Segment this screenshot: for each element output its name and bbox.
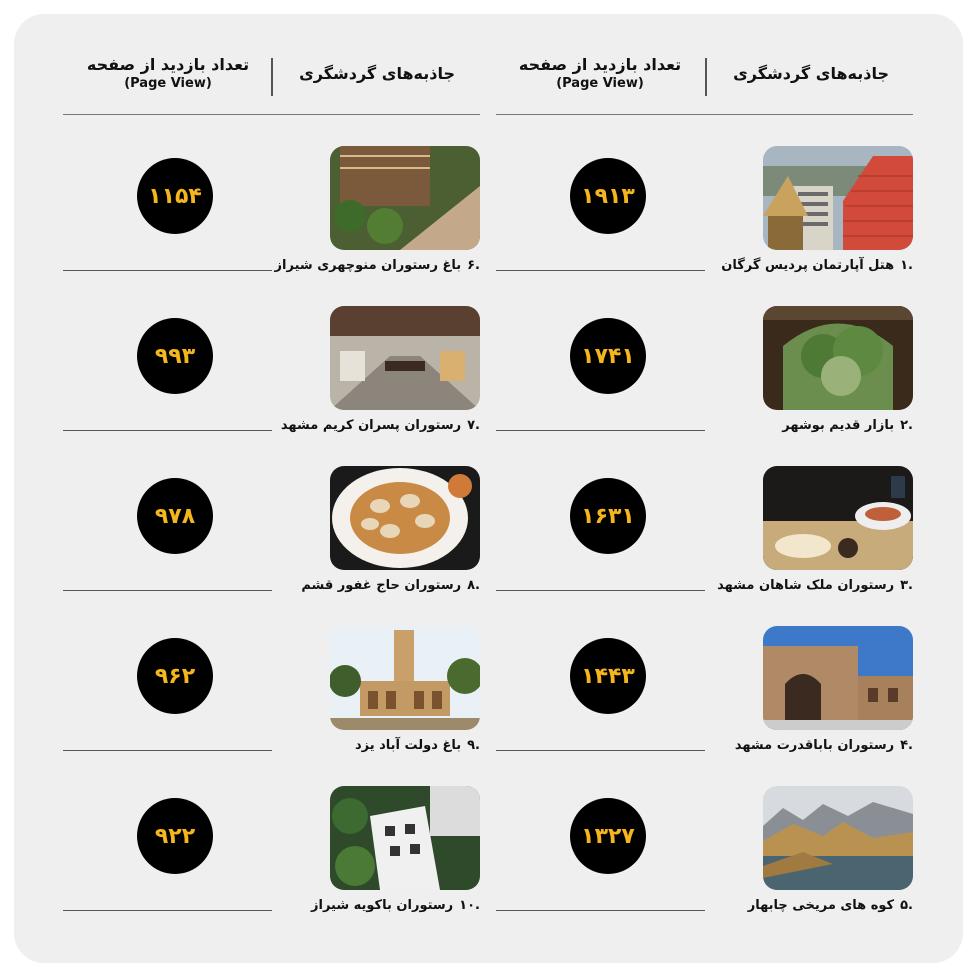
attraction-name (281, 418, 480, 433)
row-rule (496, 430, 705, 431)
name: رستوران پسران کریم مشهد (280, 418, 462, 433)
views-header-title: تعداد بازدید از صفحه (518, 55, 682, 74)
attraction-header: جاذبه‌های گردشگری (299, 64, 455, 83)
views-count: ۹۷۸ (154, 503, 196, 529)
name: رستوران باباقدرت مشهد (734, 738, 895, 753)
attraction-entry[interactable] (330, 626, 480, 756)
attraction-name (275, 258, 480, 273)
views-count: ۹۶۲ (154, 663, 196, 689)
attraction-entry[interactable] (734, 626, 913, 756)
rank: .۸ (467, 578, 480, 593)
header-separator (705, 58, 707, 96)
views-badge (570, 158, 646, 234)
attraction-name (748, 898, 913, 913)
name: کوه های مریخی چابهار (747, 898, 895, 913)
attraction-name (301, 578, 480, 593)
attraction-entry[interactable] (311, 786, 480, 916)
views-count: ۹۲۲ (154, 823, 196, 849)
views-badge (137, 158, 213, 234)
views-count: ۱۶۳۱ (581, 503, 635, 529)
attraction-photo-clams (330, 466, 480, 570)
rank: .۹ (467, 738, 480, 753)
views-count: ۱۳۲۷ (581, 823, 635, 849)
attraction-name (717, 578, 913, 593)
views-count: ۹۹۳ (154, 343, 196, 369)
row-rule (63, 910, 272, 911)
views-badge (570, 638, 646, 714)
views-count: ۱۱۵۴ (148, 183, 202, 209)
attraction-entry[interactable] (301, 466, 480, 596)
header-separator (271, 58, 273, 96)
views-badge (570, 798, 646, 874)
rank: .۷ (467, 418, 480, 433)
name: باغ دولت آباد یزد (354, 738, 462, 753)
row-rule (496, 750, 705, 751)
row-rule (63, 430, 272, 431)
attraction-photo-restaurant (763, 466, 913, 570)
name: بازار قدیم بوشهر (782, 418, 895, 433)
name: رستوران باکویه شیراز (311, 898, 454, 913)
attraction-photo-garden (330, 146, 480, 250)
views-badge (137, 478, 213, 554)
views-count: ۱۹۱۳ (581, 183, 635, 209)
row-rule (63, 750, 272, 751)
rank: .۲ (900, 418, 913, 433)
views-header-title: تعداد بازدید از صفحه (86, 55, 250, 74)
row-rule (63, 590, 272, 591)
rank: .۶ (467, 258, 480, 273)
attraction-photo-brick-building (763, 626, 913, 730)
attraction-entry[interactable] (747, 786, 913, 916)
views-header (510, 55, 690, 91)
row-rule (496, 910, 705, 911)
views-header (78, 55, 258, 91)
attraction-header: جاذبه‌های گردشگری (733, 64, 889, 83)
attraction-name (782, 418, 913, 433)
name: باغ رستوران منوچهری شیراز (274, 258, 462, 273)
header-rule (63, 114, 480, 115)
attraction-photo-windcatcher (330, 626, 480, 730)
attraction-entry[interactable] (721, 146, 913, 276)
rank: .۳ (900, 578, 913, 593)
views-count: ۱۷۴۱ (581, 343, 635, 369)
rank: .۱ (900, 258, 913, 273)
attraction-entry[interactable] (280, 306, 480, 436)
name: هتل آپارتمان پردیس گرگان (721, 258, 895, 273)
attraction-entry[interactable] (763, 306, 913, 436)
attraction-name (721, 258, 913, 273)
views-badge (137, 638, 213, 714)
attraction-photo-hotel (763, 146, 913, 250)
row-rule (496, 270, 705, 271)
attraction-photo-mountains (763, 786, 913, 890)
views-badge (570, 318, 646, 394)
views-header-subtitle: (Page View) (556, 76, 644, 91)
name: رستوران ملک شاهان مشهد (717, 578, 895, 593)
rank: .۱۰ (459, 898, 480, 913)
rank: .۴ (900, 738, 913, 753)
attraction-photo-bazaar (763, 306, 913, 410)
attraction-name (311, 898, 480, 913)
attraction-photo-modern-building (330, 786, 480, 890)
views-badge (570, 478, 646, 554)
attraction-name (735, 738, 913, 753)
views-badge (137, 798, 213, 874)
views-count: ۱۴۴۳ (581, 663, 635, 689)
views-header-subtitle: (Page View) (124, 76, 212, 91)
attraction-photo-interior (330, 306, 480, 410)
row-rule (63, 270, 272, 271)
rank: .۵ (900, 898, 913, 913)
row-rule (496, 590, 705, 591)
views-badge (137, 318, 213, 394)
header-rule (496, 114, 913, 115)
name: رستوران حاج غفور قشم (301, 578, 462, 593)
attraction-entry[interactable] (717, 466, 913, 596)
attraction-entry[interactable] (274, 146, 480, 276)
attraction-name (355, 738, 480, 753)
